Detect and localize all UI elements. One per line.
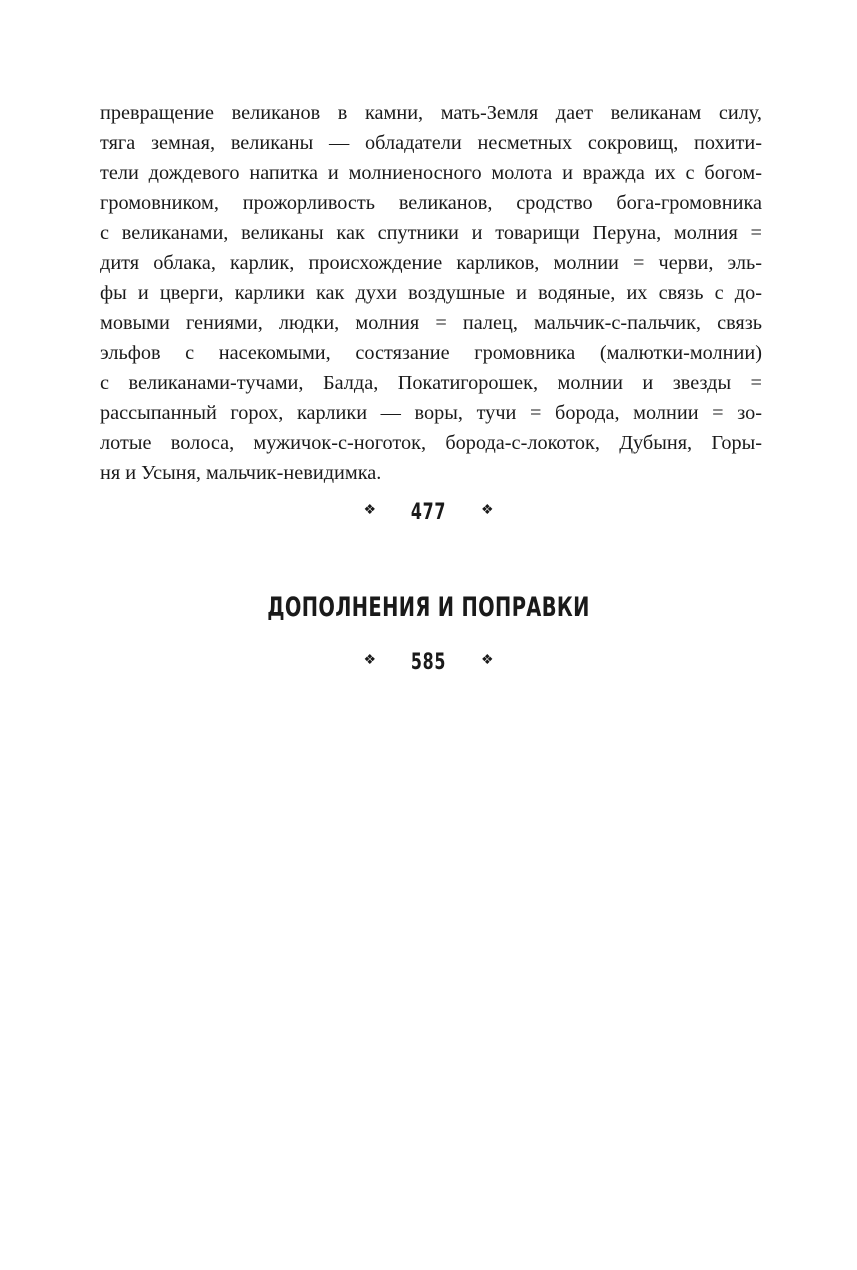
text-line: тели дождевого напитка и молниеносного молота и вражда их с богом- [100,162,762,184]
page-reference [0,647,857,678]
text-line: тяга земная, великаны — обладатели несметных сокровищ, похити- [100,132,762,154]
page-number: 477 [410,500,447,526]
text-line: с великанами, великаны как спутники и товарищи Перуна, молния = [100,222,762,244]
text-line: мовыми гениями, людки, молния = палец, мальчик-с-пальчик, связь [100,312,762,334]
page-number: 585 [410,650,447,676]
text-line: рассыпанный горох, карлики — воры, тучи = борода, молнии = зо- [100,402,762,424]
text-line: эльфов с насекомыми, состязание громовника (малютки-молнии) [100,342,762,364]
page-reference [0,497,857,528]
ornament-diamond-icon: ❖ [363,503,377,519]
section-title: ДОПОЛНЕНИЯ И ПОПРАВКИ [267,592,590,623]
text-line: превращение великанов в камни, мать-Земля дает великанам силу, [100,102,762,124]
text-line: громовником, прожорливость великанов, сродство бога-громовника [100,192,762,214]
text-line: ня и Усыня, мальчик-невидимка. [100,462,382,484]
ornament-diamond-icon: ❖ [480,503,494,519]
ornament-diamond-icon: ❖ [363,653,377,669]
body-paragraph [100,98,762,488]
ornament-diamond-icon: ❖ [480,653,494,669]
text-line: лотые волоса, мужичок-с-ноготок, борода-с-локоток, Дубыня, Горы- [100,432,762,454]
text-line: фы и цверги, карлики как духи воздушные и водяные, их связь с до- [100,282,762,304]
text-line: дитя облака, карлик, происхождение карликов, молнии = черви, эль- [100,252,762,274]
text-line: с великанами-тучами, Балда, Покатигорошек, молнии и звезды = [100,372,762,394]
